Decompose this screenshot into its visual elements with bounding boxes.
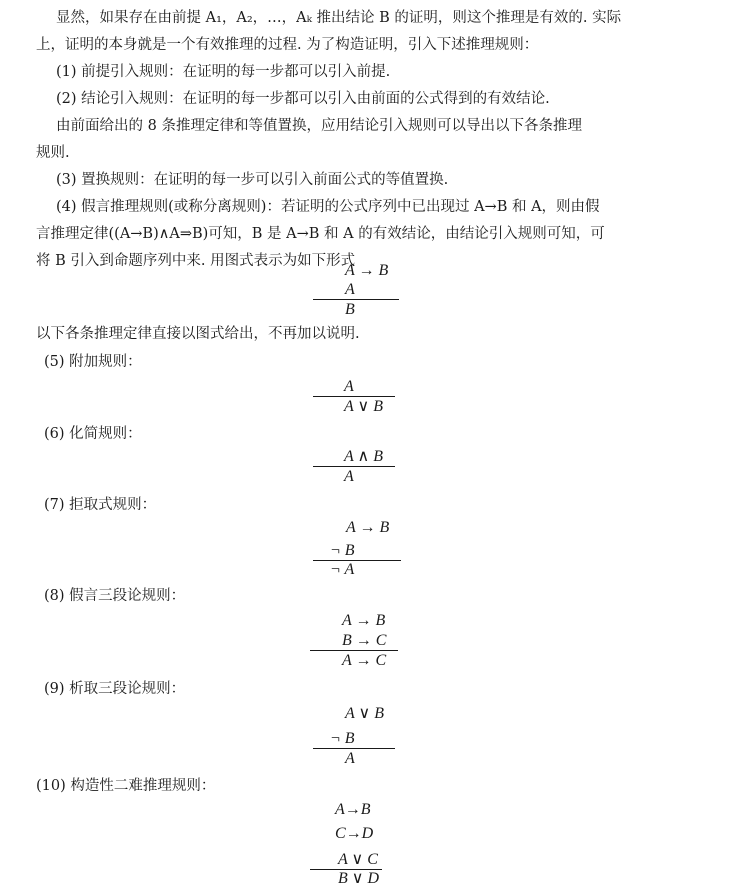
- schema-conclusion: A → C: [342, 652, 387, 669]
- schema-conclusion: B: [345, 301, 355, 318]
- rule-9-disjunctive-syllogism-label: (9) 析取三段论规则：: [44, 681, 186, 697]
- rule-3-substitution: (3) 置换规则：在证明的每一步可以引入前面公式的等值置换.: [56, 172, 449, 188]
- rule-10-constructive-dilemma-label: (10) 构造性二难推理规则：: [36, 778, 216, 794]
- paragraph-2-line-1: 由前面给出的 8 条推理定律和等值置换，应用结论引入规则可以导出以下各条推理: [56, 118, 582, 134]
- schema-premise: ¬ B: [330, 730, 355, 747]
- paragraph-2-line-2: 规则.: [36, 145, 70, 161]
- schema-premise: A ∧ B: [344, 448, 383, 465]
- rule-4-line-2: 言推理定律((A→B)∧A⇒B)可知，B 是 A→B 和 A 的有效结论，由结论引入规则可知，可: [36, 226, 605, 242]
- inference-line: [313, 396, 395, 397]
- schema-premise: A→B: [335, 801, 371, 818]
- inference-line: [313, 466, 395, 467]
- schema-premise: A ∨ C: [338, 851, 378, 868]
- schema-conclusion: A: [344, 468, 354, 485]
- schema-premise: A: [345, 281, 355, 298]
- paragraph-1-line-2: 上，证明的本身就是一个有效推理的过程. 为了构造证明，引入下述推理规则：: [36, 37, 539, 53]
- rule-4-line-3: 将 B 引入到命题序列中来. 用图式表示为如下形式: [36, 253, 356, 269]
- rule-2-conclusion-introduction: (2) 结论引入规则：在证明的每一步都可以引入由前面的公式得到的有效结论.: [56, 91, 550, 107]
- rule-5-addition-label: (5) 附加规则：: [44, 354, 142, 370]
- rule-7-modus-tollens-label: (7) 拒取式规则：: [44, 497, 157, 513]
- schema-conclusion: B ∨ D: [338, 870, 380, 887]
- schema-premise: B → C: [342, 632, 387, 649]
- schema-premise: A → B: [342, 612, 386, 629]
- inference-line: [313, 299, 399, 300]
- rule-6-simplification-label: (6) 化简规则：: [44, 426, 142, 442]
- rule-8-hypothetical-syllogism-label: (8) 假言三段论规则：: [44, 588, 186, 604]
- schema-premise: A → B: [345, 262, 389, 279]
- paragraph-1-line-1: 显然，如果存在由前提 A₁，A₂，…，Aₖ 推出结论 B 的证明，则这个推理是有效的. 实际: [56, 10, 622, 26]
- inference-line: [313, 560, 401, 561]
- schema-premise: A → B: [346, 519, 390, 536]
- schema-premise: ¬ B: [330, 542, 355, 559]
- paragraph-3: 以下各条推理定律直接以图式给出，不再加以说明.: [36, 326, 360, 342]
- inference-line: [310, 650, 398, 651]
- inference-line: [313, 748, 395, 749]
- schema-conclusion: A: [345, 750, 355, 767]
- schema-conclusion: A ∨ B: [344, 398, 383, 415]
- schema-conclusion: ¬ A: [330, 561, 355, 578]
- rule-4-line-1: (4) 假言推理规则(或称分离规则)：若证明的公式序列中已出现过 A→B 和 A，则由假: [56, 199, 600, 215]
- schema-premise: A: [344, 378, 354, 395]
- schema-premise: C→D: [335, 825, 374, 842]
- rule-1-premise-introduction: (1) 前提引入规则：在证明的每一步都可以引入前提.: [56, 64, 391, 80]
- schema-premise: A ∨ B: [345, 705, 384, 722]
